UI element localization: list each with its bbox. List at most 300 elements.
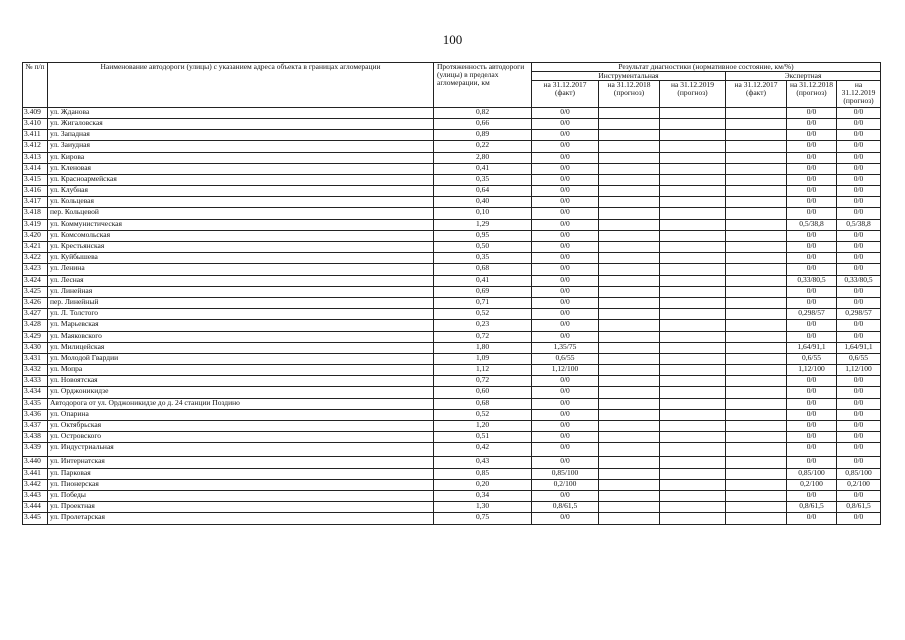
instr-2017-value: 0/0 <box>532 309 599 320</box>
table-row <box>23 479 881 490</box>
road-length: 0,35 <box>434 174 532 185</box>
header-instrumental: Инструментальная <box>532 71 726 80</box>
road-length: 0,64 <box>434 186 532 197</box>
road-name: ул. Проектная <box>48 502 434 513</box>
road-length: 0,89 <box>434 130 532 141</box>
road-name: ул. Пролетарская <box>48 513 434 524</box>
table-row <box>23 152 881 163</box>
instr-2019-value <box>660 107 726 118</box>
expert-2018-value: 0,6/55 <box>787 353 837 364</box>
road-length: 1,30 <box>434 502 532 513</box>
road-name: ул. Л. Толстого <box>48 309 434 320</box>
expert-2019-value: 0,8/61,5 <box>837 502 881 513</box>
road-length: 0,43 <box>434 457 532 468</box>
instr-2017-value: 0/0 <box>532 152 599 163</box>
road-name: ул. Западная <box>48 130 434 141</box>
road-length: 0,10 <box>434 208 532 219</box>
expert-2019-value: 0/0 <box>837 130 881 141</box>
road-name: ул. Мопра <box>48 365 434 376</box>
expert-2018-value: 0/0 <box>787 152 837 163</box>
row-number: 3.440 <box>23 457 48 468</box>
instr-2019-value <box>660 490 726 501</box>
instr-2019-value <box>660 513 726 524</box>
table-row <box>23 409 881 420</box>
row-number: 3.430 <box>23 342 48 353</box>
expert-2017-value <box>726 421 787 432</box>
road-name: ул. Ленина <box>48 264 434 275</box>
road-name: ул. Победы <box>48 490 434 501</box>
instr-2019-value <box>660 468 726 479</box>
row-number: 3.409 <box>23 107 48 118</box>
header-sub-expert-2019: на 31.12.2019 (прогноз) <box>837 80 881 107</box>
road-name: ул. Маяковского <box>48 331 434 342</box>
expert-2019-value: 1,12/100 <box>837 365 881 376</box>
expert-2018-value: 0/0 <box>787 174 837 185</box>
instr-2019-value <box>660 353 726 364</box>
instr-2018-value <box>599 376 660 387</box>
table-row <box>23 468 881 479</box>
instr-2018-value <box>599 275 660 286</box>
instr-2018-value <box>599 479 660 490</box>
expert-2019-value: 0/0 <box>837 107 881 118</box>
road-length: 0,52 <box>434 409 532 420</box>
instr-2018-value <box>599 309 660 320</box>
expert-2017-value <box>726 502 787 513</box>
expert-2017-value <box>726 376 787 387</box>
table-row <box>23 513 881 524</box>
expert-2018-value: 0/0 <box>787 376 837 387</box>
expert-2019-value: 0,298/57 <box>837 309 881 320</box>
instr-2019-value <box>660 331 726 342</box>
road-name: ул. Кольцевая <box>48 197 434 208</box>
instr-2019-value <box>660 286 726 297</box>
expert-2017-value <box>726 130 787 141</box>
instr-2018-value <box>599 331 660 342</box>
instr-2019-value <box>660 141 726 152</box>
expert-2019-value: 0/0 <box>837 457 881 468</box>
table-row <box>23 186 881 197</box>
instr-2018-value <box>599 197 660 208</box>
expert-2017-value <box>726 264 787 275</box>
expert-2017-value <box>726 331 787 342</box>
table-row <box>23 457 881 468</box>
instr-2017-value: 0/0 <box>532 432 599 443</box>
expert-2018-value: 1,64/91,1 <box>787 342 837 353</box>
table-row <box>23 118 881 129</box>
expert-2018-value: 0/0 <box>787 432 837 443</box>
expert-2018-value: 0/0 <box>787 490 837 501</box>
row-number: 3.436 <box>23 409 48 420</box>
expert-2017-value <box>726 286 787 297</box>
row-number: 3.428 <box>23 320 48 331</box>
row-number: 3.413 <box>23 152 48 163</box>
expert-2017-value <box>726 253 787 264</box>
road-length: 0,22 <box>434 141 532 152</box>
road-name: ул. Марьевская <box>48 320 434 331</box>
instr-2017-value: 0/0 <box>532 174 599 185</box>
header-sub-expert-2018: на 31.12.2018 (прогноз) <box>787 80 837 107</box>
instr-2019-value <box>660 432 726 443</box>
row-number: 3.427 <box>23 309 48 320</box>
row-number: 3.424 <box>23 275 48 286</box>
road-length: 0,82 <box>434 107 532 118</box>
road-name: ул. Комсомольская <box>48 230 434 241</box>
instr-2018-value <box>599 152 660 163</box>
expert-2017-value <box>726 163 787 174</box>
instr-2018-value <box>599 443 660 457</box>
expert-2019-value: 0/0 <box>837 174 881 185</box>
instr-2018-value <box>599 141 660 152</box>
header-expert: Экспертная <box>726 71 881 80</box>
instr-2018-value <box>599 490 660 501</box>
table-body <box>23 107 881 524</box>
table-row <box>23 208 881 219</box>
instr-2018-value <box>599 242 660 253</box>
instr-2017-value: 0/0 <box>532 387 599 398</box>
instr-2018-value <box>599 264 660 275</box>
instr-2018-value <box>599 230 660 241</box>
instr-2019-value <box>660 421 726 432</box>
expert-2018-value: 0/0 <box>787 457 837 468</box>
expert-2018-value: 0/0 <box>787 264 837 275</box>
instr-2017-value: 0/0 <box>532 186 599 197</box>
road-name: ул. Куйбышева <box>48 253 434 264</box>
road-length: 0,20 <box>434 479 532 490</box>
instr-2019-value <box>660 502 726 513</box>
expert-2017-value <box>726 513 787 524</box>
table-row <box>23 331 881 342</box>
expert-2018-value: 0/0 <box>787 443 837 457</box>
row-number: 3.439 <box>23 443 48 457</box>
row-number: 3.442 <box>23 479 48 490</box>
expert-2019-value: 0/0 <box>837 163 881 174</box>
instr-2017-value: 0,8/61,5 <box>532 502 599 513</box>
road-name: ул. Октябрьская <box>48 421 434 432</box>
expert-2017-value <box>726 275 787 286</box>
expert-2017-value <box>726 387 787 398</box>
row-number: 3.432 <box>23 365 48 376</box>
instr-2018-value <box>599 502 660 513</box>
row-number: 3.426 <box>23 297 48 308</box>
table-row <box>23 230 881 241</box>
road-name: ул. Кленовая <box>48 163 434 174</box>
header-sub-instr-2019: на 31.12.2019 (прогноз) <box>660 80 726 107</box>
instr-2017-value: 0/0 <box>532 398 599 409</box>
expert-2017-value <box>726 457 787 468</box>
expert-2018-value: 0/0 <box>787 107 837 118</box>
instr-2019-value <box>660 479 726 490</box>
road-name: ул. Клубная <box>48 186 434 197</box>
table-row <box>23 264 881 275</box>
expert-2018-value: 0/0 <box>787 242 837 253</box>
row-number: 3.414 <box>23 163 48 174</box>
table-row <box>23 490 881 501</box>
expert-2018-value: 0/0 <box>787 230 837 241</box>
road-length: 1,20 <box>434 421 532 432</box>
instr-2019-value <box>660 163 726 174</box>
instr-2018-value <box>599 208 660 219</box>
expert-2019-value: 0/0 <box>837 297 881 308</box>
instr-2017-value: 0/0 <box>532 253 599 264</box>
table-row <box>23 275 881 286</box>
row-number: 3.423 <box>23 264 48 275</box>
expert-2018-value: 0,85/100 <box>787 468 837 479</box>
table-row <box>23 253 881 264</box>
expert-2019-value: 0,5/38,8 <box>837 219 881 230</box>
road-name: ул. Жигаловская <box>48 118 434 129</box>
expert-2018-value: 0/0 <box>787 421 837 432</box>
expert-2019-value: 0/0 <box>837 286 881 297</box>
instr-2018-value <box>599 163 660 174</box>
instr-2017-value: 0/0 <box>532 286 599 297</box>
table-row <box>23 376 881 387</box>
expert-2017-value <box>726 320 787 331</box>
road-name: ул. Милицейская <box>48 342 434 353</box>
table-row <box>23 353 881 364</box>
instr-2017-value: 0/0 <box>532 331 599 342</box>
instr-2017-value: 0/0 <box>532 242 599 253</box>
instr-2017-value: 0/0 <box>532 421 599 432</box>
instr-2017-value: 1,12/100 <box>532 365 599 376</box>
instr-2017-value: 0/0 <box>532 297 599 308</box>
road-name: ул. Интернатская <box>48 457 434 468</box>
expert-2018-value: 1,12/100 <box>787 365 837 376</box>
instr-2018-value <box>599 118 660 129</box>
instr-2018-value <box>599 409 660 420</box>
instr-2019-value <box>660 457 726 468</box>
instr-2019-value <box>660 219 726 230</box>
row-number: 3.416 <box>23 186 48 197</box>
row-number: 3.421 <box>23 242 48 253</box>
expert-2018-value: 0,8/61,5 <box>787 502 837 513</box>
road-length: 0,66 <box>434 118 532 129</box>
expert-2018-value: 0/0 <box>787 253 837 264</box>
expert-2018-value: 0/0 <box>787 320 837 331</box>
instr-2017-value: 0/0 <box>532 443 599 457</box>
expert-2017-value <box>726 490 787 501</box>
instr-2019-value <box>660 230 726 241</box>
expert-2019-value: 0/0 <box>837 331 881 342</box>
expert-2019-value: 0/0 <box>837 208 881 219</box>
expert-2019-value: 0/0 <box>837 432 881 443</box>
road-name: ул. Новоятская <box>48 376 434 387</box>
instr-2017-value: 0/0 <box>532 208 599 219</box>
instr-2018-value <box>599 253 660 264</box>
header-col-name: Наименование автодороги (улицы) с указанием адреса объекта в границах агломерации <box>48 63 434 108</box>
expert-2019-value: 0,2/100 <box>837 479 881 490</box>
header-col-result: Результат диагностики (нормативное состояние, км/%) <box>532 63 881 72</box>
road-length: 0,52 <box>434 309 532 320</box>
instr-2019-value <box>660 297 726 308</box>
instr-2019-value <box>660 387 726 398</box>
table-row <box>23 107 881 118</box>
instr-2018-value <box>599 365 660 376</box>
expert-2017-value <box>726 230 787 241</box>
instr-2017-value: 0/0 <box>532 130 599 141</box>
table-row <box>23 365 881 376</box>
road-name: ул. Жданова <box>48 107 434 118</box>
table-header <box>23 63 881 108</box>
expert-2019-value: 0,6/55 <box>837 353 881 364</box>
road-name: ул. Заиудная <box>48 141 434 152</box>
road-length: 2,80 <box>434 152 532 163</box>
road-length: 1,29 <box>434 219 532 230</box>
table-row <box>23 387 881 398</box>
instr-2017-value: 0/0 <box>532 118 599 129</box>
instr-2019-value <box>660 130 726 141</box>
expert-2019-value: 0/0 <box>837 197 881 208</box>
expert-2019-value: 0/0 <box>837 186 881 197</box>
instr-2019-value <box>660 208 726 219</box>
instr-2019-value <box>660 365 726 376</box>
instr-2019-value <box>660 242 726 253</box>
expert-2019-value: 0/0 <box>837 264 881 275</box>
instr-2018-value <box>599 107 660 118</box>
row-number: 3.429 <box>23 331 48 342</box>
expert-2017-value <box>726 197 787 208</box>
instr-2019-value <box>660 398 726 409</box>
road-name: ул. Линейная <box>48 286 434 297</box>
expert-2019-value: 0/0 <box>837 152 881 163</box>
row-number: 3.431 <box>23 353 48 364</box>
expert-2019-value: 0/0 <box>837 141 881 152</box>
instr-2019-value <box>660 342 726 353</box>
expert-2018-value: 0/0 <box>787 130 837 141</box>
expert-2018-value: 0,5/38,8 <box>787 219 837 230</box>
expert-2019-value: 0/0 <box>837 387 881 398</box>
instr-2018-value <box>599 457 660 468</box>
expert-2019-value: 0/0 <box>837 398 881 409</box>
expert-2019-value: 0/0 <box>837 376 881 387</box>
instr-2019-value <box>660 409 726 420</box>
expert-2017-value <box>726 353 787 364</box>
expert-2019-value: 0,33/80,5 <box>837 275 881 286</box>
instr-2018-value <box>599 342 660 353</box>
instr-2019-value <box>660 309 726 320</box>
instr-2017-value: 0/0 <box>532 457 599 468</box>
expert-2018-value: 0/0 <box>787 387 837 398</box>
row-number: 3.441 <box>23 468 48 479</box>
expert-2019-value: 0/0 <box>837 118 881 129</box>
road-length: 0,41 <box>434 275 532 286</box>
instr-2019-value <box>660 253 726 264</box>
instr-2017-value: 0/0 <box>532 219 599 230</box>
road-length: 0,71 <box>434 297 532 308</box>
expert-2019-value: 0/0 <box>837 443 881 457</box>
instr-2018-value <box>599 513 660 524</box>
instr-2017-value: 0/0 <box>532 163 599 174</box>
instr-2017-value: 0,6/55 <box>532 353 599 364</box>
instr-2017-value: 0/0 <box>532 264 599 275</box>
road-name: ул. Кирова <box>48 152 434 163</box>
instr-2019-value <box>660 376 726 387</box>
road-name: ул. Островского <box>48 432 434 443</box>
expert-2017-value <box>726 432 787 443</box>
road-length: 0,51 <box>434 432 532 443</box>
table-row <box>23 174 881 185</box>
expert-2017-value <box>726 152 787 163</box>
road-length: 0,69 <box>434 286 532 297</box>
road-length: 0,68 <box>434 398 532 409</box>
expert-2018-value: 0,33/80,5 <box>787 275 837 286</box>
instr-2018-value <box>599 186 660 197</box>
instr-2017-value: 1,35/75 <box>532 342 599 353</box>
expert-2018-value: 0,298/57 <box>787 309 837 320</box>
expert-2017-value <box>726 174 787 185</box>
expert-2019-value: 0/0 <box>837 320 881 331</box>
expert-2019-value: 0/0 <box>837 253 881 264</box>
row-number: 3.411 <box>23 130 48 141</box>
table-row <box>23 398 881 409</box>
expert-2018-value: 0/0 <box>787 186 837 197</box>
table-row <box>23 502 881 513</box>
table-row <box>23 242 881 253</box>
expert-2018-value: 0/0 <box>787 286 837 297</box>
road-name: ул. Индустриальная <box>48 443 434 457</box>
instr-2017-value: 0,2/100 <box>532 479 599 490</box>
instr-2017-value: 0/0 <box>532 490 599 501</box>
expert-2017-value <box>726 398 787 409</box>
instr-2017-value: 0/0 <box>532 107 599 118</box>
road-name: ул. Орджоникидзе <box>48 387 434 398</box>
road-length: 0,42 <box>434 443 532 457</box>
instr-2017-value: 0/0 <box>532 141 599 152</box>
road-length: 0,41 <box>434 163 532 174</box>
expert-2017-value <box>726 242 787 253</box>
table-row <box>23 130 881 141</box>
road-length: 1,12 <box>434 365 532 376</box>
road-length: 0,85 <box>434 468 532 479</box>
road-name: пер. Кольцевой <box>48 208 434 219</box>
row-number: 3.434 <box>23 387 48 398</box>
table-row <box>23 219 881 230</box>
expert-2019-value: 0/0 <box>837 513 881 524</box>
table-row <box>23 197 881 208</box>
instr-2018-value <box>599 297 660 308</box>
instr-2017-value: 0/0 <box>532 513 599 524</box>
road-length: 1,80 <box>434 342 532 353</box>
row-number: 3.443 <box>23 490 48 501</box>
instr-2019-value <box>660 320 726 331</box>
road-name: Автодорога от ул. Орджоникидзе до д. 24 станции Поздино <box>48 398 434 409</box>
expert-2019-value: 0,85/100 <box>837 468 881 479</box>
row-number: 3.412 <box>23 141 48 152</box>
row-number: 3.444 <box>23 502 48 513</box>
instr-2018-value <box>599 286 660 297</box>
instr-2018-value <box>599 130 660 141</box>
instr-2019-value <box>660 174 726 185</box>
expert-2019-value: 1,64/91,1 <box>837 342 881 353</box>
road-length: 0,50 <box>434 242 532 253</box>
expert-2017-value <box>726 107 787 118</box>
instr-2018-value <box>599 353 660 364</box>
road-name: ул. Красноармейская <box>48 174 434 185</box>
row-number: 3.417 <box>23 197 48 208</box>
expert-2018-value: 0/0 <box>787 208 837 219</box>
expert-2017-value <box>726 309 787 320</box>
row-number: 3.420 <box>23 230 48 241</box>
expert-2017-value <box>726 297 787 308</box>
instr-2019-value <box>660 118 726 129</box>
road-length: 0,68 <box>434 264 532 275</box>
row-number: 3.410 <box>23 118 48 129</box>
road-name: ул. Пионерская <box>48 479 434 490</box>
expert-2018-value: 0/0 <box>787 297 837 308</box>
row-number: 3.418 <box>23 208 48 219</box>
expert-2018-value: 0/0 <box>787 141 837 152</box>
instr-2018-value <box>599 432 660 443</box>
header-sub-instr-2018: на 31.12.2018 (прогноз) <box>599 80 660 107</box>
